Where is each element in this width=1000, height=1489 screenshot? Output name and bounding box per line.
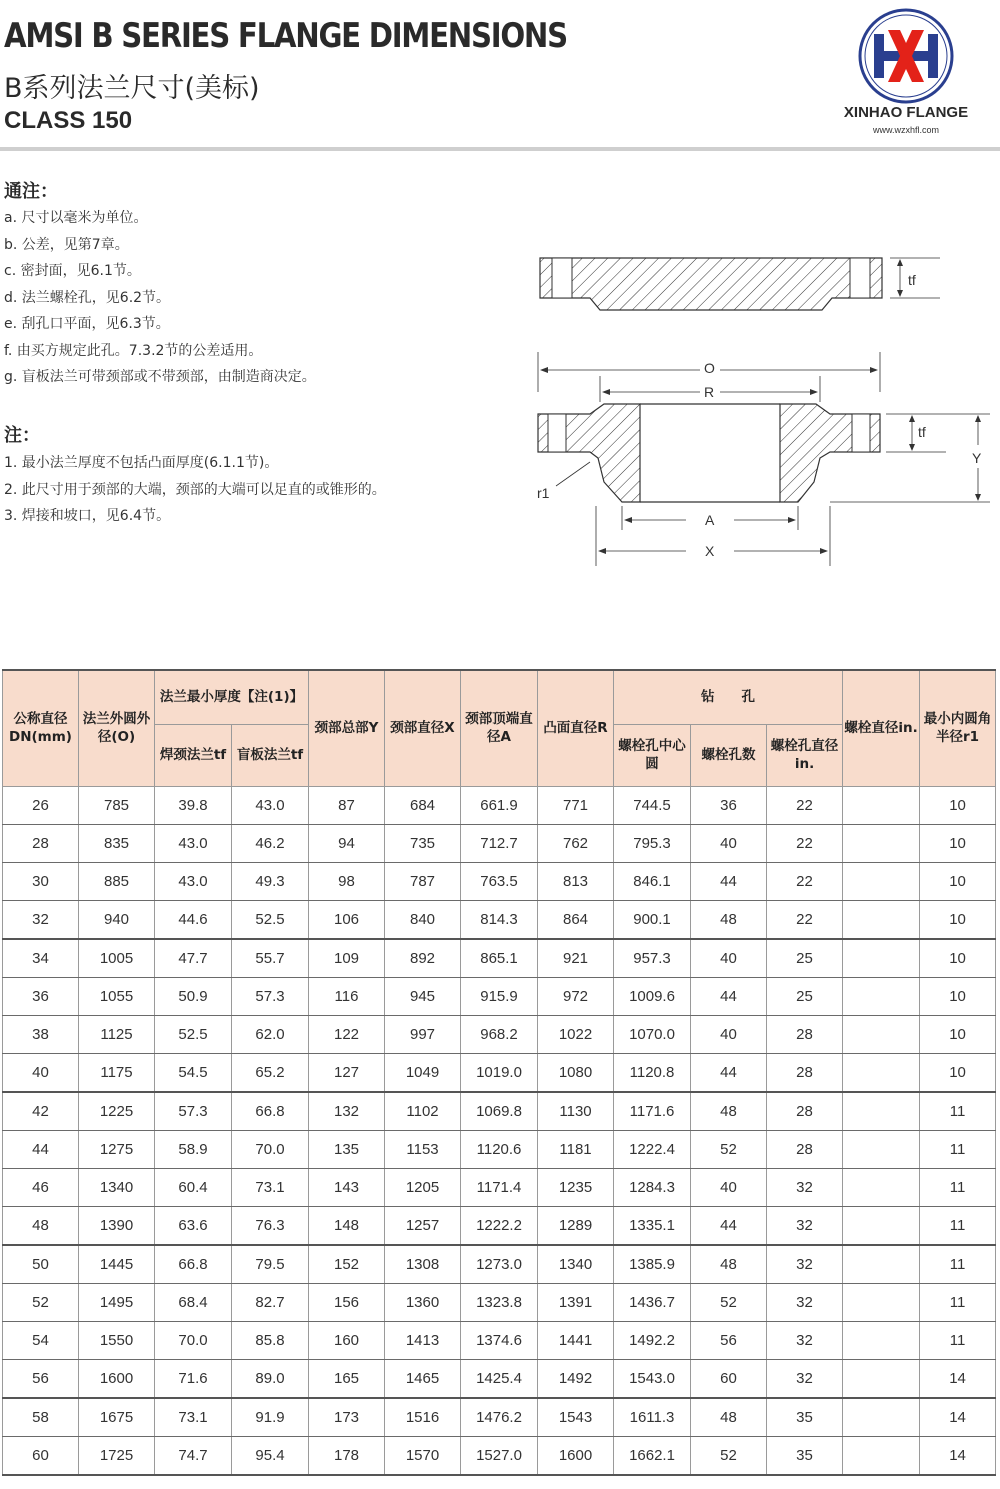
table-cell — [843, 1206, 920, 1245]
header-hub-x: 颈部直径X — [385, 670, 461, 786]
table-cell: 42 — [3, 1092, 79, 1131]
table-cell: 25 — [767, 977, 843, 1015]
table-cell: 22 — [767, 824, 843, 862]
table-cell: 1120.8 — [614, 1053, 691, 1092]
table-cell: 132 — [309, 1092, 385, 1131]
table-cell: 1476.2 — [461, 1398, 538, 1437]
table-cell: 1153 — [385, 1130, 461, 1168]
table-cell: 73.1 — [232, 1168, 309, 1206]
table-cell: 52 — [3, 1283, 79, 1321]
header-hub-a: 颈部顶端直径A — [461, 670, 538, 786]
table-cell: 1374.6 — [461, 1321, 538, 1359]
weld-neck-flange-drawing — [538, 404, 880, 502]
table-cell: 44 — [691, 977, 767, 1015]
table-cell: 109 — [309, 939, 385, 978]
table-cell: 1550 — [79, 1321, 155, 1359]
table-cell: 38 — [3, 1015, 79, 1053]
table-cell: 1120.6 — [461, 1130, 538, 1168]
table-cell: 26 — [3, 786, 79, 824]
general-note: c. 密封面，见6.1节。 — [4, 263, 141, 279]
table-cell: 1049 — [385, 1053, 461, 1092]
header-min-r1: 最小内圆角半径r1 — [920, 670, 996, 786]
label-tf: tf — [918, 424, 926, 440]
table-cell: 71.6 — [155, 1359, 232, 1398]
table-cell: 32 — [3, 900, 79, 939]
table-cell — [843, 786, 920, 824]
table-cell: 1205 — [385, 1168, 461, 1206]
table-cell: 91.9 — [232, 1398, 309, 1437]
table-cell: 864 — [538, 900, 614, 939]
table-row — [3, 1436, 996, 1475]
general-note: d. 法兰螺栓孔，见6.2节。 — [4, 290, 171, 306]
table-cell: 40 — [691, 939, 767, 978]
table-cell: 1495 — [79, 1283, 155, 1321]
table-cell: 40 — [691, 1015, 767, 1053]
table-cell: 11 — [920, 1206, 996, 1245]
table-row — [3, 1321, 996, 1359]
table-row — [3, 1359, 996, 1398]
table-cell: 48 — [691, 1398, 767, 1437]
table-cell: 1181 — [538, 1130, 614, 1168]
table-cell: 1662.1 — [614, 1436, 691, 1475]
table-row — [3, 862, 996, 900]
table-cell: 89.0 — [232, 1359, 309, 1398]
table-cell: 173 — [309, 1398, 385, 1437]
table-cell: 1257 — [385, 1206, 461, 1245]
table-cell: 28 — [3, 824, 79, 862]
table-cell: 1273.0 — [461, 1245, 538, 1284]
table-cell: 22 — [767, 786, 843, 824]
table-cell: 1308 — [385, 1245, 461, 1284]
table-cell: 25 — [767, 939, 843, 978]
table-cell: 49.3 — [232, 862, 309, 900]
table-cell: 940 — [79, 900, 155, 939]
table-cell: 43.0 — [155, 824, 232, 862]
table-cell: 814.3 — [461, 900, 538, 939]
table-cell: 62.0 — [232, 1015, 309, 1053]
table-cell: 48 — [691, 1092, 767, 1131]
table-cell: 1340 — [79, 1168, 155, 1206]
header-wn-tf: 焊颈法兰tf — [155, 724, 232, 786]
table-cell: 1516 — [385, 1398, 461, 1437]
table-cell: 1175 — [79, 1053, 155, 1092]
table-cell: 1425.4 — [461, 1359, 538, 1398]
table-cell: 66.8 — [232, 1092, 309, 1131]
table-row — [3, 1398, 996, 1437]
table-cell: 44.6 — [155, 900, 232, 939]
table-cell: 98 — [309, 862, 385, 900]
table-cell: 10 — [920, 824, 996, 862]
general-note: b. 公差，见第7章。 — [4, 237, 129, 253]
table-row — [3, 1283, 996, 1321]
table-cell: 35 — [767, 1398, 843, 1437]
label-Y: Y — [972, 450, 982, 466]
table-cell: 1465 — [385, 1359, 461, 1398]
table-cell: 813 — [538, 862, 614, 900]
table-cell: 116 — [309, 977, 385, 1015]
table-cell: 10 — [920, 977, 996, 1015]
table-cell: 10 — [920, 1015, 996, 1053]
label-A: A — [705, 512, 715, 528]
table-cell: 28 — [767, 1015, 843, 1053]
header-min-thickness: 法兰最小厚度【注(1)】 — [155, 670, 309, 724]
table-cell: 68.4 — [155, 1283, 232, 1321]
table-cell: 885 — [79, 862, 155, 900]
table-cell: 1492.2 — [614, 1321, 691, 1359]
table-cell: 1340 — [538, 1245, 614, 1284]
table-cell: 47.7 — [155, 939, 232, 978]
table-cell: 10 — [920, 786, 996, 824]
table-row — [3, 824, 996, 862]
table-cell: 1725 — [79, 1436, 155, 1475]
table-cell: 94 — [309, 824, 385, 862]
header-bolt-dia: 螺栓直径in. — [843, 670, 920, 786]
table-cell: 22 — [767, 900, 843, 939]
table-cell — [843, 1283, 920, 1321]
table-cell: 1171.4 — [461, 1168, 538, 1206]
table-cell: 87 — [309, 786, 385, 824]
table-cell: 40 — [3, 1053, 79, 1092]
table-cell: 148 — [309, 1206, 385, 1245]
table-cell: 1611.3 — [614, 1398, 691, 1437]
table-cell: 56 — [3, 1359, 79, 1398]
table-cell: 684 — [385, 786, 461, 824]
table-cell: 57.3 — [155, 1092, 232, 1131]
table-cell: 972 — [538, 977, 614, 1015]
table-cell: 11 — [920, 1092, 996, 1131]
table-cell: 22 — [767, 862, 843, 900]
table-cell: 1284.3 — [614, 1168, 691, 1206]
table-cell: 44 — [691, 1206, 767, 1245]
table-cell: 1413 — [385, 1321, 461, 1359]
table-cell — [843, 1168, 920, 1206]
table-cell: 40 — [691, 1168, 767, 1206]
table-cell: 1225 — [79, 1092, 155, 1131]
table-row — [3, 1206, 996, 1245]
table-cell: 785 — [79, 786, 155, 824]
table-cell: 74.7 — [155, 1436, 232, 1475]
table-cell: 1441 — [538, 1321, 614, 1359]
table-row — [3, 900, 996, 939]
table-cell: 1125 — [79, 1015, 155, 1053]
table-cell: 915.9 — [461, 977, 538, 1015]
header-hub-y: 颈部总部Y — [309, 670, 385, 786]
table-cell: 846.1 — [614, 862, 691, 900]
table-cell: 66.8 — [155, 1245, 232, 1284]
table-cell: 43.0 — [232, 786, 309, 824]
table-cell: 1005 — [79, 939, 155, 978]
table-cell: 840 — [385, 900, 461, 939]
table-cell: 56 — [691, 1321, 767, 1359]
table-cell: 957.3 — [614, 939, 691, 978]
table-cell: 165 — [309, 1359, 385, 1398]
table-cell: 1102 — [385, 1092, 461, 1131]
header-raised-r: 凸面直径R — [538, 670, 614, 786]
table-cell: 122 — [309, 1015, 385, 1053]
table-cell — [843, 1398, 920, 1437]
table-cell: 1130 — [538, 1092, 614, 1131]
note: 2. 此尺寸用于颈部的大端，颈部的大端可以足直的或锥形的。 — [4, 482, 386, 498]
table-cell: 1019.0 — [461, 1053, 538, 1092]
table-cell — [843, 1436, 920, 1475]
table-cell: 52.5 — [232, 900, 309, 939]
table-cell: 50.9 — [155, 977, 232, 1015]
table-cell: 152 — [309, 1245, 385, 1284]
header-od: 法兰外圆外径(O) — [79, 670, 155, 786]
table-cell: 712.7 — [461, 824, 538, 862]
table-cell: 1222.2 — [461, 1206, 538, 1245]
table-cell: 50 — [3, 1245, 79, 1284]
table-row — [3, 1053, 996, 1092]
table-cell — [843, 900, 920, 939]
table-cell: 43.0 — [155, 862, 232, 900]
table-cell — [843, 1245, 920, 1284]
label-r1: r1 — [537, 485, 550, 501]
flange-cross-section-diagram — [520, 240, 1000, 580]
table-cell: 1222.4 — [614, 1130, 691, 1168]
table-cell: 58 — [3, 1398, 79, 1437]
table-cell: 60.4 — [155, 1168, 232, 1206]
table-cell: 32 — [767, 1206, 843, 1245]
table-cell: 1360 — [385, 1283, 461, 1321]
table-cell: 32 — [767, 1245, 843, 1284]
table-cell: 1009.6 — [614, 977, 691, 1015]
table-cell: 156 — [309, 1283, 385, 1321]
table-cell: 945 — [385, 977, 461, 1015]
page-subtitle-cn: B系列法兰尺寸(美标) — [4, 73, 260, 104]
table-cell — [843, 824, 920, 862]
table-cell: 1492 — [538, 1359, 614, 1398]
table-cell: 70.0 — [232, 1130, 309, 1168]
table-cell: 968.2 — [461, 1015, 538, 1053]
table-cell: 1055 — [79, 977, 155, 1015]
table-cell: 1527.0 — [461, 1436, 538, 1475]
table-cell: 28 — [767, 1130, 843, 1168]
table-cell: 36 — [3, 977, 79, 1015]
header-blind-tf: 盲板法兰tf — [232, 724, 309, 786]
table-cell: 32 — [767, 1168, 843, 1206]
label-O: O — [704, 360, 715, 376]
note: 3. 焊接和坡口，见6.4节。 — [4, 508, 171, 524]
table-cell: 135 — [309, 1130, 385, 1168]
table-cell: 1289 — [538, 1206, 614, 1245]
table-cell: 32 — [767, 1283, 843, 1321]
label-tf-top: tf — [908, 272, 916, 288]
table-cell: 900.1 — [614, 900, 691, 939]
table-cell: 52 — [691, 1436, 767, 1475]
table-cell: 32 — [767, 1321, 843, 1359]
table-cell: 921 — [538, 939, 614, 978]
table-cell: 795.3 — [614, 824, 691, 862]
table-cell: 1275 — [79, 1130, 155, 1168]
table-cell: 52.5 — [155, 1015, 232, 1053]
table-cell — [843, 1053, 920, 1092]
table-cell: 744.5 — [614, 786, 691, 824]
table-cell: 14 — [920, 1359, 996, 1398]
table-cell: 55.7 — [232, 939, 309, 978]
table-cell: 54.5 — [155, 1053, 232, 1092]
table-cell: 160 — [309, 1321, 385, 1359]
blind-flange-drawing — [540, 258, 940, 310]
table-cell: 771 — [538, 786, 614, 824]
table-cell: 63.6 — [155, 1206, 232, 1245]
table-cell: 1570 — [385, 1436, 461, 1475]
note: 1. 最小法兰厚度不包括凸面厚度(6.1.1节)。 — [4, 455, 279, 471]
table-cell: 30 — [3, 862, 79, 900]
table-row — [3, 786, 996, 824]
table-cell: 46 — [3, 1168, 79, 1206]
table-cell: 11 — [920, 1245, 996, 1284]
table-cell: 1600 — [538, 1436, 614, 1475]
table-row — [3, 1015, 996, 1053]
brand-name: XINHAO FLANGE — [843, 104, 969, 121]
table-cell: 60 — [691, 1359, 767, 1398]
table-cell: 48 — [3, 1206, 79, 1245]
table-cell: 48 — [691, 1245, 767, 1284]
table-cell: 34 — [3, 939, 79, 978]
table-cell: 44 — [691, 1053, 767, 1092]
general-note: g. 盲板法兰可带颈部或不带颈部，由制造商决定。 — [4, 369, 316, 385]
table-cell: 14 — [920, 1398, 996, 1437]
table-cell: 82.7 — [232, 1283, 309, 1321]
table-cell: 835 — [79, 824, 155, 862]
table-cell: 10 — [920, 862, 996, 900]
header-dn: 公称直径DN(mm) — [3, 670, 79, 786]
table-cell: 1335.1 — [614, 1206, 691, 1245]
table-cell: 57.3 — [232, 977, 309, 1015]
table-cell: 11 — [920, 1168, 996, 1206]
table-cell — [843, 977, 920, 1015]
table-cell: 106 — [309, 900, 385, 939]
header-divider — [0, 147, 1000, 151]
table-cell: 1543 — [538, 1398, 614, 1437]
table-cell: 79.5 — [232, 1245, 309, 1284]
xinhao-logo-icon — [856, 6, 956, 106]
table-cell: 892 — [385, 939, 461, 978]
table-cell: 95.4 — [232, 1436, 309, 1475]
table-cell: 127 — [309, 1053, 385, 1092]
table-cell: 1069.8 — [461, 1092, 538, 1131]
general-note: f. 由买方规定此孔。7.3.2节的公差适用。 — [4, 343, 263, 359]
table-cell: 1385.9 — [614, 1245, 691, 1284]
table-cell: 763.5 — [461, 862, 538, 900]
table-cell: 76.3 — [232, 1206, 309, 1245]
table-cell: 1675 — [79, 1398, 155, 1437]
table-cell: 39.8 — [155, 786, 232, 824]
table-cell — [843, 1130, 920, 1168]
table-cell: 32 — [767, 1359, 843, 1398]
table-cell: 14 — [920, 1436, 996, 1475]
table-cell: 48 — [691, 900, 767, 939]
table-cell: 10 — [920, 1053, 996, 1092]
table-row — [3, 1168, 996, 1206]
table-cell — [843, 1015, 920, 1053]
general-note: e. 刮孔口平面，见6.3节。 — [4, 316, 170, 332]
table-cell: 28 — [767, 1092, 843, 1131]
table-cell: 1391 — [538, 1283, 614, 1321]
notes-heading: 注： — [4, 425, 40, 446]
table-row — [3, 1245, 996, 1284]
table-cell: 1235 — [538, 1168, 614, 1206]
table-cell: 1436.7 — [614, 1283, 691, 1321]
flange-dimensions-table — [2, 669, 996, 1476]
table-cell: 52 — [691, 1130, 767, 1168]
table-cell: 40 — [691, 824, 767, 862]
table-cell: 73.1 — [155, 1398, 232, 1437]
table-cell — [843, 1359, 920, 1398]
table-cell: 60 — [3, 1436, 79, 1475]
table-cell: 178 — [309, 1436, 385, 1475]
table-cell: 10 — [920, 900, 996, 939]
table-cell: 1445 — [79, 1245, 155, 1284]
table-cell: 1022 — [538, 1015, 614, 1053]
label-R: R — [704, 384, 715, 400]
table-cell: 1070.0 — [614, 1015, 691, 1053]
label-X: X — [705, 543, 715, 559]
table-cell: 1080 — [538, 1053, 614, 1092]
table-cell: 1543.0 — [614, 1359, 691, 1398]
table-cell: 85.8 — [232, 1321, 309, 1359]
page-title: AMSI B SERIES FLANGE DIMENSIONS — [4, 16, 567, 56]
table-cell: 35 — [767, 1436, 843, 1475]
table-cell — [843, 862, 920, 900]
table-row — [3, 977, 996, 1015]
table-row — [3, 1092, 996, 1131]
brand-url: www.wzxhfl.com — [872, 125, 939, 135]
table-cell: 787 — [385, 862, 461, 900]
table-cell: 58.9 — [155, 1130, 232, 1168]
general-notes-heading: 通注： — [4, 181, 58, 202]
table-cell — [843, 1321, 920, 1359]
table-cell: 11 — [920, 1321, 996, 1359]
table-cell: 762 — [538, 824, 614, 862]
table-cell: 46.2 — [232, 824, 309, 862]
table-cell: 1390 — [79, 1206, 155, 1245]
table-cell: 997 — [385, 1015, 461, 1053]
table-cell: 44 — [691, 862, 767, 900]
general-note: a. 尺寸以毫米为单位。 — [4, 210, 148, 226]
header-hole-dia: 螺栓孔直径in. — [767, 724, 843, 786]
table-cell: 36 — [691, 786, 767, 824]
header-bolt-circle: 螺栓孔中心圆 — [614, 724, 691, 786]
table-cell: 70.0 — [155, 1321, 232, 1359]
table-cell: 143 — [309, 1168, 385, 1206]
table-cell: 52 — [691, 1283, 767, 1321]
table-cell: 865.1 — [461, 939, 538, 978]
pressure-class: CLASS 150 — [4, 107, 133, 134]
table-cell: 661.9 — [461, 786, 538, 824]
table-cell: 11 — [920, 1283, 996, 1321]
table-cell: 735 — [385, 824, 461, 862]
header-bolt-count: 螺栓孔数 — [691, 724, 767, 786]
table-row — [3, 1130, 996, 1168]
table-cell: 1323.8 — [461, 1283, 538, 1321]
header-drilling: 钻 孔 — [614, 670, 843, 724]
table-cell: 28 — [767, 1053, 843, 1092]
table-cell: 54 — [3, 1321, 79, 1359]
table-cell: 11 — [920, 1130, 996, 1168]
table-cell: 1171.6 — [614, 1092, 691, 1131]
table-cell — [843, 939, 920, 978]
table-cell: 1600 — [79, 1359, 155, 1398]
table-cell: 10 — [920, 939, 996, 978]
table-cell: 65.2 — [232, 1053, 309, 1092]
table-row — [3, 939, 996, 978]
table-cell — [843, 1092, 920, 1131]
table-cell: 44 — [3, 1130, 79, 1168]
